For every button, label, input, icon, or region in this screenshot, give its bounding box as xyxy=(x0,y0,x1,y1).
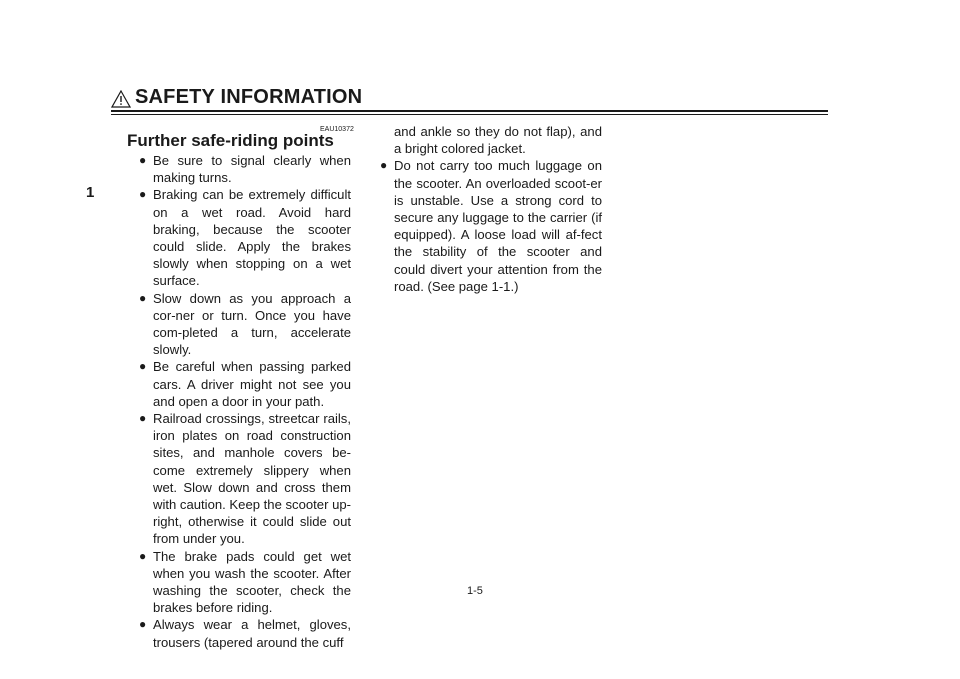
list-item-text: Slow down as you approach a cor-ner or turn. Once you have com-pleted a turn, accelerate slowly. xyxy=(153,290,351,358)
bullet-icon: ● xyxy=(139,290,147,305)
bullet-icon: ● xyxy=(139,359,147,374)
list-item xyxy=(140,616,351,650)
list-item-text: Do not carry too much luggage on the scooter. An overloaded scoot-er is unstable. Use a strong cord to secure any luggage to the carrier (if equipped). A loose load will af-fect the stability of the scooter and could divert your attention from the road. (See page 1-1.) xyxy=(394,158,602,294)
list-item xyxy=(140,410,351,548)
bullet-icon: ● xyxy=(139,411,147,426)
bullet-icon: ● xyxy=(139,548,147,563)
list-item xyxy=(140,358,351,410)
list-item-text: Always wear a helmet, gloves, trousers (tapered around the cuff xyxy=(153,617,351,650)
page-title: SAFETY INFORMATION xyxy=(135,86,363,108)
list-item-text: The brake pads could get wet when you wash the scooter. After washing the scooter, check the brakes before riding. xyxy=(153,548,351,616)
list-item-text: Braking can be extremely difficult on a wet road. Avoid hard braking, because the scooter could slide. Apply the brakes slowly when stopping on a wet surface. xyxy=(153,187,351,289)
bullet-icon: ● xyxy=(139,153,147,167)
page-number: 1-5 xyxy=(467,585,483,597)
warning-triangle-icon xyxy=(111,90,131,108)
page-header xyxy=(111,86,828,116)
list-item-text: Be careful when passing parked cars. A driver might not see you and open a door in your path. xyxy=(153,359,351,409)
section-title: Further safe-riding points xyxy=(127,131,334,150)
bullet-icon: ● xyxy=(139,187,147,202)
bullet-icon: ● xyxy=(139,617,147,632)
list-item xyxy=(140,152,351,186)
list-item xyxy=(140,186,351,289)
list-item-text: Be sure to signal clearly when making turns. xyxy=(153,153,351,186)
list-item xyxy=(140,548,351,617)
list-item xyxy=(140,290,351,359)
right-column xyxy=(381,123,602,295)
list-item xyxy=(381,157,602,295)
header-rule xyxy=(111,110,828,112)
bullet-icon: ● xyxy=(380,158,388,173)
left-column xyxy=(140,152,351,651)
list-item-continuation: and ankle so they do not flap), and a bright colored jacket. xyxy=(394,124,602,157)
chapter-tab: 1 xyxy=(86,184,95,201)
header-rule-thin xyxy=(111,114,828,115)
list-item-text: Railroad crossings, streetcar rails, iron plates on road construction sites, and manhole covers be-come extremely slippery when wet. Slow down and cross them with caution. Keep the scooter up-right, otherwise it could slide out from under you. xyxy=(153,411,351,547)
document-code: EAU10372 xyxy=(320,126,354,133)
